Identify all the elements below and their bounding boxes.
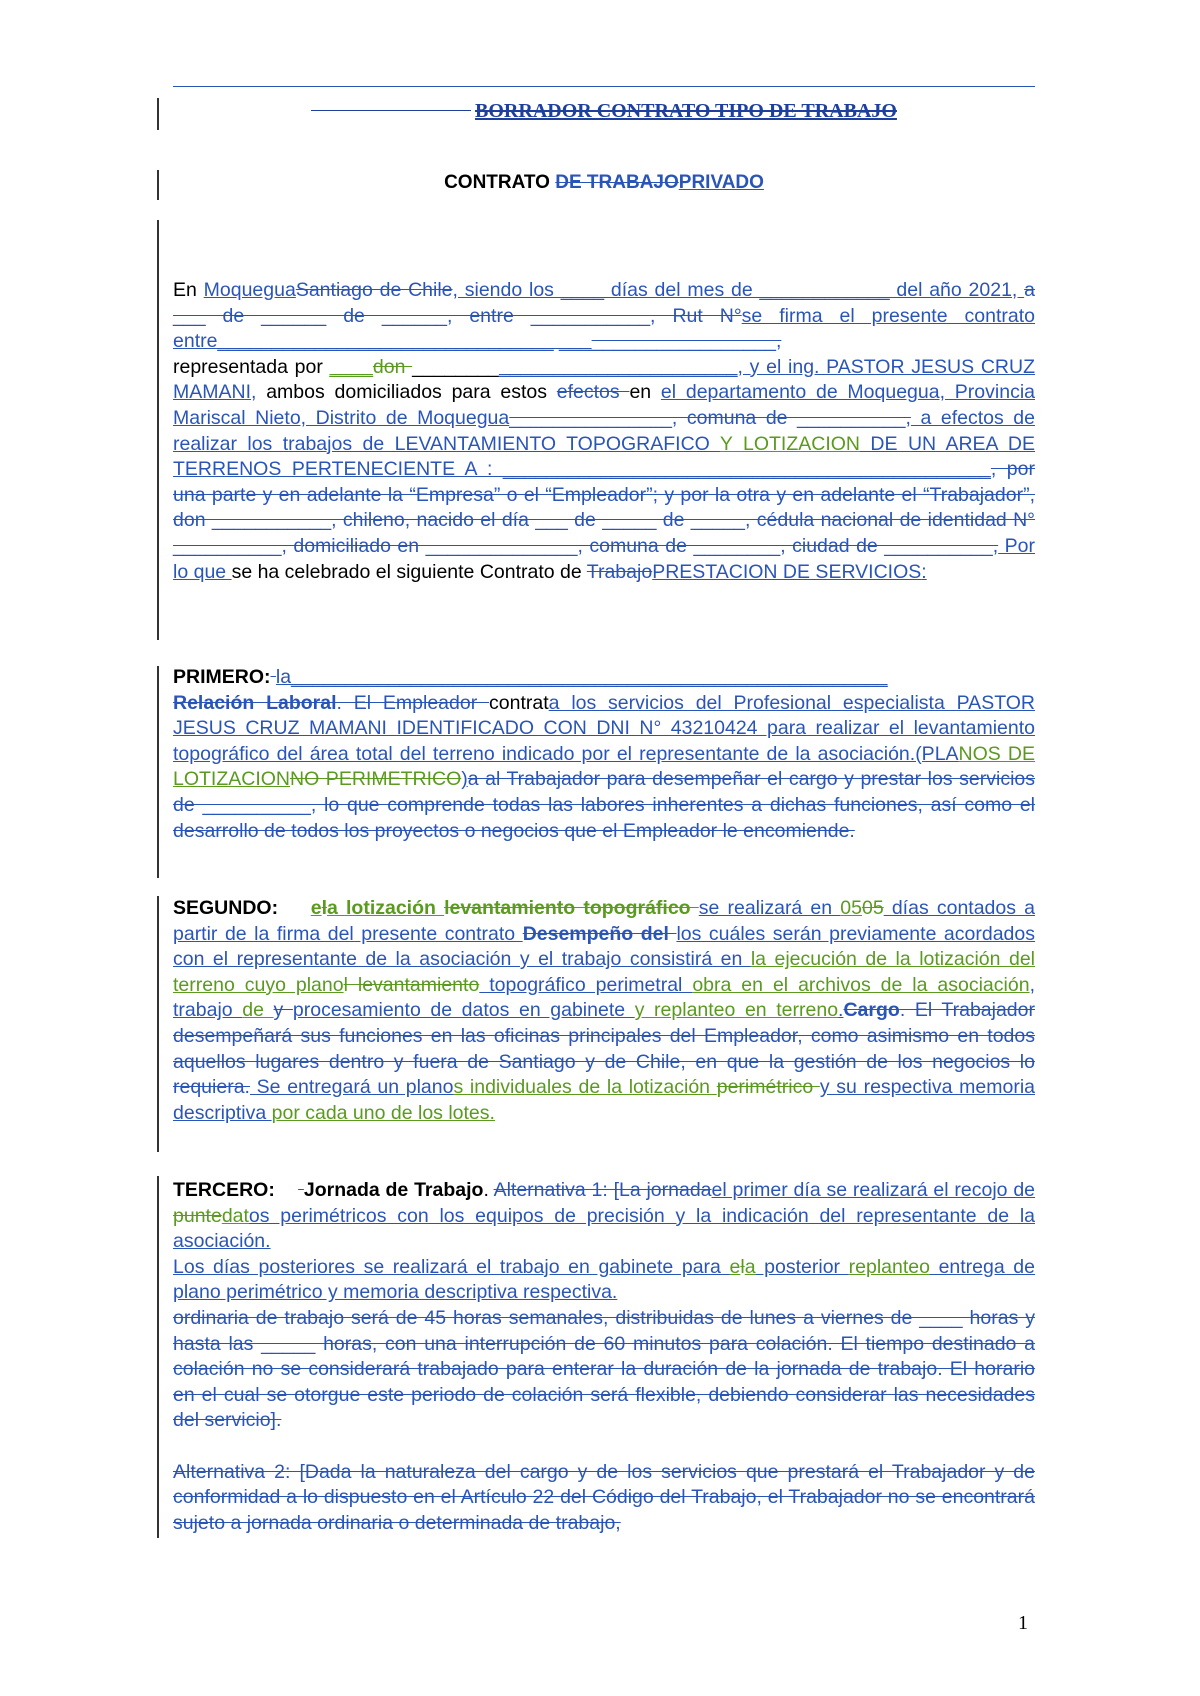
change-bar (157, 170, 159, 200)
change-bar (157, 1176, 159, 1538)
change-bar (157, 220, 159, 640)
change-bar (157, 666, 159, 878)
draft-title: BORRADOR CONTRATO TIPO DE TRABAJO (173, 100, 1035, 123)
contract-heading: CONTRATO DE TRABAJOPRIVADO (444, 172, 764, 193)
clause-segundo: SEGUNDO: ela lotización levantamiento topográfico se realizará en 0505 días contados a partir de la firma del presente contrato Desempeño del los cuáles serán previamente acordados con el representante de la asociación y el trabajo consistirá en la ejecución de la lotización del terreno cuyo planol levantamiento topográfico perimetral obra en el archivos de la asociación, trabajo de y procesamiento de datos en gabinete y replanteo en terreno.Cargo. El Trabajador desempeñará sus funciones en las oficinas principales del Empleador, como asimismo en todos aquellos lugares dentro y fuera de Santiago y de Chile, en que la gestión de los negocios lo requiera. Se entregará un planos individuales de la lotización perimétrico y su respectiva memoria descriptiva por cada uno de los lotes. (173, 897, 1036, 1124)
clause-primero: PRIMERO: la_______________________________________________________ Relación Laboral. El Empleador contrata los servicios del Profesional especialista PASTOR JESUS CRUZ MAMANI IDENTIFICADO CON DNI N° 43210424 para realizar el levantamiento topográfico del área total del terreno indicado por el representante de la asociación.(PLANOS DE LOTIZACIONNO PERIMETRICO)a al Trabajador para desempeñar el cargo y prestar los servicios de __________, lo que comprende todas las labores inherentes a dichas funciones, así como el desarrollo de todos los proyectos o negocios que el Empleador le encomiende. (173, 666, 1036, 842)
clause-tercero: TERCERO: Jornada de Trabajo. Alternativa 1: [La jornadael primer día se realizará el recojo de puntedatos perimétricos con los equipos de precisión y la indicación del representante de la asociación. Los días posteriores se realizará el trabajo en gabinete para ela posterior replanteo entrega de plano perimétrico y memoria descriptiva respectiva. ordinaria de trabajo será de 45 horas semanales, distribuidas de lunes a viernes de ____ horas y hasta las _____ horas, con una interrupción de 60 minutos para colación. El tiempo destinado a colación no se considerará trabajado para enterar la duración de la jornada de trabajo. El horario en el cual se otorgue este periodo de colación será flexible, debiendo considerar las necesidades del servicio]. Alternativa 2: [Dada la naturaleza del cargo y de los servicios que prestará el Trabajador y de conformidad a lo dispuesto en el Artículo 22 del Código del Trabajo, el Trabajador no se encontrará sujeto a jornada ordinaria o determinada de trabajo, (173, 1179, 1036, 1534)
page-number: 1 (1018, 1612, 1028, 1634)
intro-paragraph: En MoqueguaSantiago de Chile, siendo los ____ días del mes de ____________ del año 2021, a ___ de ______ de ______, entre ___________, Rut N°se firma el presente contrato entre_______________________________ ____________________, representada por ____don ______________________________, y el ing. PASTOR JESUS CRUZ MAMANI, ambos domiciliados para estos efectos en el departamento de Moquegua, Provincia Mariscal Nieto, Distrito de Moquegua_______________, comuna de __________, a efectos de realizar los trabajos de LEVANTAMIENTO TOPOGRAFICO Y LOTIZACION DE UN AREA DE TERRENOS PERTENECIENTE A : _____________________________________________, por una parte y en adelante la “Empresa” o el “Empleador”; y por la otra y en adelante el “Trabajador”, don ___________, chileno, nacido el día ___ de _____ de _____, cédula nacional de identidad N° __________, domiciliado en ______________, comuna de ________, ciudad de __________, Por lo que se ha celebrado el siguiente Contrato de TrabajoPRESTACION DE SERVICIOS: (173, 279, 1036, 583)
header-rule (173, 86, 1035, 87)
change-bar (157, 896, 159, 1152)
change-bar (157, 98, 159, 130)
